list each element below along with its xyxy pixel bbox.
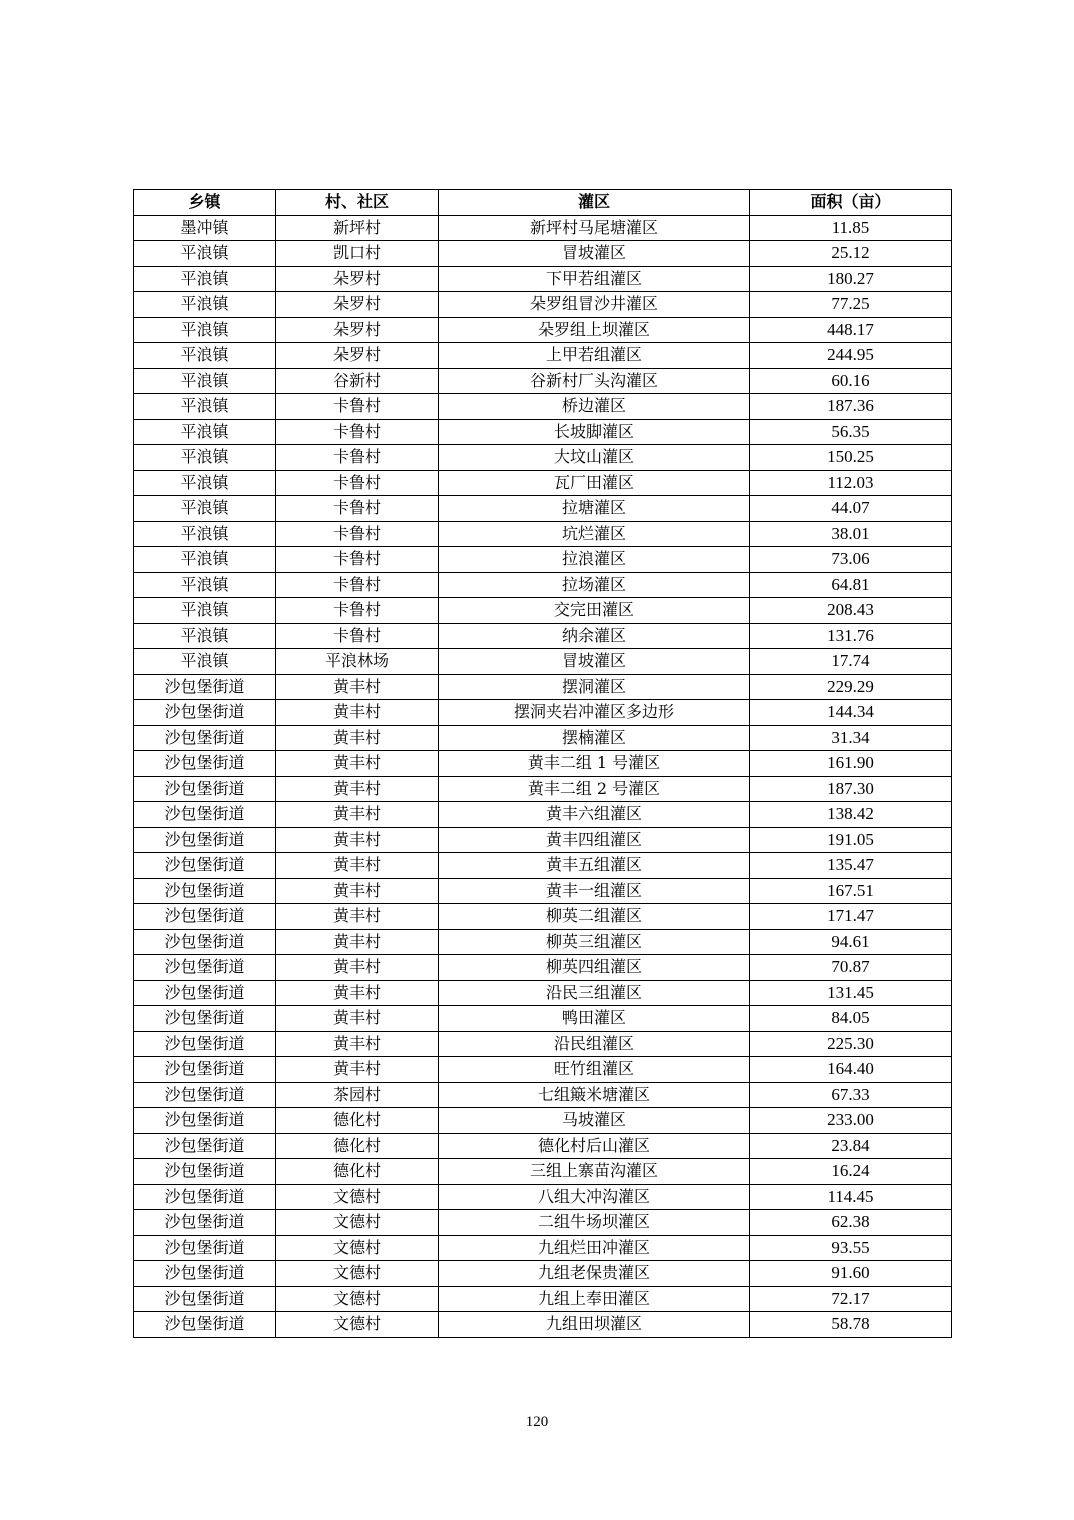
cell-irrigation-district: 交完田灌区 <box>439 598 750 624</box>
cell-area: 58.78 <box>750 1312 952 1338</box>
table-row <box>134 1286 952 1312</box>
table-row <box>134 1006 952 1032</box>
header-area: 面积（亩） <box>750 190 952 216</box>
cell-village: 黄丰村 <box>276 955 439 981</box>
irrigation-area-table <box>133 189 952 1338</box>
table-row <box>134 1210 952 1236</box>
cell-village: 朵罗村 <box>276 317 439 343</box>
cell-town: 沙包堡街道 <box>134 725 276 751</box>
cell-area: 131.76 <box>750 623 952 649</box>
cell-irrigation-district: 朵罗组上坝灌区 <box>439 317 750 343</box>
cell-village: 卡鲁村 <box>276 623 439 649</box>
cell-village: 卡鲁村 <box>276 598 439 624</box>
cell-village: 文德村 <box>276 1286 439 1312</box>
cell-town: 沙包堡街道 <box>134 1057 276 1083</box>
cell-village: 卡鲁村 <box>276 470 439 496</box>
cell-village: 文德村 <box>276 1235 439 1261</box>
cell-irrigation-district: 新坪村马尾塘灌区 <box>439 215 750 241</box>
table-row <box>134 700 952 726</box>
cell-village: 黄丰村 <box>276 751 439 777</box>
cell-area: 114.45 <box>750 1184 952 1210</box>
cell-village: 朵罗村 <box>276 292 439 318</box>
cell-irrigation-district: 七组簸米塘灌区 <box>439 1082 750 1108</box>
table-row <box>134 598 952 624</box>
cell-area: 191.05 <box>750 827 952 853</box>
cell-town: 沙包堡街道 <box>134 751 276 777</box>
header-town: 乡镇 <box>134 190 276 216</box>
cell-village: 黄丰村 <box>276 700 439 726</box>
cell-irrigation-district: 黄丰五组灌区 <box>439 853 750 879</box>
header-irrigation-district: 灌区 <box>439 190 750 216</box>
cell-irrigation-district: 黄丰一组灌区 <box>439 878 750 904</box>
cell-area: 167.51 <box>750 878 952 904</box>
table-row <box>134 649 952 675</box>
cell-irrigation-district: 拉塘灌区 <box>439 496 750 522</box>
cell-village: 黄丰村 <box>276 904 439 930</box>
cell-irrigation-district: 黄丰四组灌区 <box>439 827 750 853</box>
cell-area: 70.87 <box>750 955 952 981</box>
table-row <box>134 1184 952 1210</box>
cell-irrigation-district: 九组上奉田灌区 <box>439 1286 750 1312</box>
cell-town: 沙包堡街道 <box>134 1108 276 1134</box>
cell-town: 平浪镇 <box>134 317 276 343</box>
cell-area: 31.34 <box>750 725 952 751</box>
cell-town: 平浪镇 <box>134 368 276 394</box>
cell-village: 黄丰村 <box>276 929 439 955</box>
cell-town: 沙包堡街道 <box>134 827 276 853</box>
cell-village: 谷新村 <box>276 368 439 394</box>
cell-area: 17.74 <box>750 649 952 675</box>
cell-irrigation-district: 八组大冲沟灌区 <box>439 1184 750 1210</box>
cell-irrigation-district: 大坟山灌区 <box>439 445 750 471</box>
cell-village: 黄丰村 <box>276 853 439 879</box>
cell-irrigation-district: 黄丰二组 2 号灌区 <box>439 776 750 802</box>
cell-town: 平浪镇 <box>134 496 276 522</box>
cell-town: 平浪镇 <box>134 266 276 292</box>
cell-town: 平浪镇 <box>134 547 276 573</box>
cell-village: 德化村 <box>276 1108 439 1134</box>
cell-area: 171.47 <box>750 904 952 930</box>
cell-area: 93.55 <box>750 1235 952 1261</box>
cell-irrigation-district: 冒坡灌区 <box>439 649 750 675</box>
table-row <box>134 929 952 955</box>
cell-area: 135.47 <box>750 853 952 879</box>
cell-town: 墨冲镇 <box>134 215 276 241</box>
cell-area: 91.60 <box>750 1261 952 1287</box>
cell-town: 沙包堡街道 <box>134 1082 276 1108</box>
cell-town: 平浪镇 <box>134 343 276 369</box>
cell-irrigation-district: 朵罗组冒沙井灌区 <box>439 292 750 318</box>
cell-area: 448.17 <box>750 317 952 343</box>
cell-irrigation-district: 坑烂灌区 <box>439 521 750 547</box>
cell-town: 沙包堡街道 <box>134 1006 276 1032</box>
cell-village: 平浪林场 <box>276 649 439 675</box>
cell-village: 黄丰村 <box>276 1006 439 1032</box>
table-row <box>134 853 952 879</box>
cell-village: 黄丰村 <box>276 827 439 853</box>
header-village: 村、社区 <box>276 190 439 216</box>
cell-area: 112.03 <box>750 470 952 496</box>
cell-village: 茶园村 <box>276 1082 439 1108</box>
cell-town: 沙包堡街道 <box>134 802 276 828</box>
cell-town: 平浪镇 <box>134 649 276 675</box>
cell-irrigation-district: 摆洞灌区 <box>439 674 750 700</box>
cell-area: 77.25 <box>750 292 952 318</box>
cell-area: 187.36 <box>750 394 952 420</box>
cell-village: 文德村 <box>276 1261 439 1287</box>
cell-village: 黄丰村 <box>276 878 439 904</box>
table-row <box>134 572 952 598</box>
cell-area: 23.84 <box>750 1133 952 1159</box>
table-row <box>134 1031 952 1057</box>
cell-village: 卡鲁村 <box>276 521 439 547</box>
cell-village: 文德村 <box>276 1312 439 1338</box>
cell-town: 沙包堡街道 <box>134 700 276 726</box>
cell-irrigation-district: 鸭田灌区 <box>439 1006 750 1032</box>
cell-town: 平浪镇 <box>134 572 276 598</box>
cell-area: 56.35 <box>750 419 952 445</box>
cell-town: 沙包堡街道 <box>134 674 276 700</box>
cell-town: 平浪镇 <box>134 419 276 445</box>
cell-village: 黄丰村 <box>276 674 439 700</box>
cell-irrigation-district: 旺竹组灌区 <box>439 1057 750 1083</box>
cell-town: 沙包堡街道 <box>134 1133 276 1159</box>
table-row <box>134 368 952 394</box>
table-row <box>134 725 952 751</box>
table-row <box>134 955 952 981</box>
table-row <box>134 470 952 496</box>
cell-irrigation-district: 瓦厂田灌区 <box>439 470 750 496</box>
cell-area: 144.34 <box>750 700 952 726</box>
page-number: 120 <box>525 1414 549 1430</box>
table-row <box>134 878 952 904</box>
cell-village: 黄丰村 <box>276 1031 439 1057</box>
cell-town: 沙包堡街道 <box>134 1184 276 1210</box>
cell-irrigation-district: 九组老保贵灌区 <box>439 1261 750 1287</box>
cell-town: 平浪镇 <box>134 394 276 420</box>
table-row <box>134 674 952 700</box>
cell-village: 卡鲁村 <box>276 419 439 445</box>
cell-irrigation-district: 三组上寨苗沟灌区 <box>439 1159 750 1185</box>
table-row <box>134 623 952 649</box>
cell-town: 沙包堡街道 <box>134 1031 276 1057</box>
table-row <box>134 292 952 318</box>
cell-irrigation-district: 沿民组灌区 <box>439 1031 750 1057</box>
cell-area: 38.01 <box>750 521 952 547</box>
table-row <box>134 1108 952 1134</box>
cell-area: 131.45 <box>750 980 952 1006</box>
cell-village: 文德村 <box>276 1210 439 1236</box>
cell-village: 卡鲁村 <box>276 394 439 420</box>
cell-area: 164.40 <box>750 1057 952 1083</box>
table-row <box>134 1312 952 1338</box>
cell-area: 67.33 <box>750 1082 952 1108</box>
cell-area: 161.90 <box>750 751 952 777</box>
cell-village: 黄丰村 <box>276 776 439 802</box>
cell-town: 平浪镇 <box>134 598 276 624</box>
cell-irrigation-district: 拉浪灌区 <box>439 547 750 573</box>
cell-irrigation-district: 九组田坝灌区 <box>439 1312 750 1338</box>
table-row <box>134 827 952 853</box>
cell-area: 225.30 <box>750 1031 952 1057</box>
cell-area: 44.07 <box>750 496 952 522</box>
cell-town: 平浪镇 <box>134 623 276 649</box>
table-row <box>134 521 952 547</box>
table-row <box>134 776 952 802</box>
cell-town: 沙包堡街道 <box>134 1210 276 1236</box>
table-row <box>134 1235 952 1261</box>
table-row <box>134 266 952 292</box>
cell-irrigation-district: 摆洞夹岩冲灌区多边形 <box>439 700 750 726</box>
table-body <box>134 215 952 1337</box>
table-row <box>134 802 952 828</box>
cell-town: 沙包堡街道 <box>134 853 276 879</box>
cell-irrigation-district: 马坡灌区 <box>439 1108 750 1134</box>
cell-area: 187.30 <box>750 776 952 802</box>
cell-area: 11.85 <box>750 215 952 241</box>
table-row <box>134 904 952 930</box>
table-row <box>134 496 952 522</box>
cell-area: 62.38 <box>750 1210 952 1236</box>
table-row <box>134 751 952 777</box>
cell-irrigation-district: 冒坡灌区 <box>439 241 750 267</box>
table-row <box>134 241 952 267</box>
cell-area: 150.25 <box>750 445 952 471</box>
cell-irrigation-district: 柳英三组灌区 <box>439 929 750 955</box>
cell-area: 73.06 <box>750 547 952 573</box>
cell-village: 卡鲁村 <box>276 496 439 522</box>
cell-area: 233.00 <box>750 1108 952 1134</box>
cell-village: 文德村 <box>276 1184 439 1210</box>
cell-village: 新坪村 <box>276 215 439 241</box>
cell-irrigation-district: 柳英四组灌区 <box>439 955 750 981</box>
cell-irrigation-district: 拉场灌区 <box>439 572 750 598</box>
table-row <box>134 394 952 420</box>
cell-village: 黄丰村 <box>276 980 439 1006</box>
cell-irrigation-district: 黄丰二组 1 号灌区 <box>439 751 750 777</box>
cell-town: 沙包堡街道 <box>134 1235 276 1261</box>
cell-area: 60.16 <box>750 368 952 394</box>
cell-irrigation-district: 柳英二组灌区 <box>439 904 750 930</box>
cell-irrigation-district: 纳余灌区 <box>439 623 750 649</box>
cell-town: 平浪镇 <box>134 292 276 318</box>
cell-area: 94.61 <box>750 929 952 955</box>
table-row <box>134 1057 952 1083</box>
cell-town: 平浪镇 <box>134 521 276 547</box>
table-row <box>134 1082 952 1108</box>
table-row <box>134 1261 952 1287</box>
cell-village: 黄丰村 <box>276 1057 439 1083</box>
cell-village: 黄丰村 <box>276 725 439 751</box>
table-row <box>134 317 952 343</box>
cell-village: 黄丰村 <box>276 802 439 828</box>
cell-village: 德化村 <box>276 1159 439 1185</box>
cell-village: 朵罗村 <box>276 266 439 292</box>
cell-town: 沙包堡街道 <box>134 1312 276 1338</box>
table-row <box>134 547 952 573</box>
cell-town: 沙包堡街道 <box>134 776 276 802</box>
cell-town: 沙包堡街道 <box>134 1286 276 1312</box>
table-row <box>134 215 952 241</box>
cell-town: 沙包堡街道 <box>134 929 276 955</box>
cell-area: 84.05 <box>750 1006 952 1032</box>
cell-village: 德化村 <box>276 1133 439 1159</box>
cell-village: 朵罗村 <box>276 343 439 369</box>
cell-village: 卡鲁村 <box>276 547 439 573</box>
cell-town: 平浪镇 <box>134 445 276 471</box>
cell-irrigation-district: 摆楠灌区 <box>439 725 750 751</box>
cell-town: 沙包堡街道 <box>134 1261 276 1287</box>
table-row <box>134 1133 952 1159</box>
cell-town: 沙包堡街道 <box>134 955 276 981</box>
cell-irrigation-district: 上甲若组灌区 <box>439 343 750 369</box>
cell-irrigation-district: 下甲若组灌区 <box>439 266 750 292</box>
cell-irrigation-district: 沿民三组灌区 <box>439 980 750 1006</box>
cell-area: 64.81 <box>750 572 952 598</box>
cell-area: 208.43 <box>750 598 952 624</box>
cell-irrigation-district: 二组牛场坝灌区 <box>439 1210 750 1236</box>
cell-area: 16.24 <box>750 1159 952 1185</box>
table-row <box>134 445 952 471</box>
table-row <box>134 419 952 445</box>
cell-town: 平浪镇 <box>134 470 276 496</box>
cell-irrigation-district: 黄丰六组灌区 <box>439 802 750 828</box>
cell-town: 沙包堡街道 <box>134 980 276 1006</box>
table-row <box>134 980 952 1006</box>
cell-irrigation-district: 长坡脚灌区 <box>439 419 750 445</box>
table-row <box>134 1159 952 1185</box>
cell-area: 244.95 <box>750 343 952 369</box>
cell-irrigation-district: 德化村后山灌区 <box>439 1133 750 1159</box>
cell-irrigation-district: 谷新村厂头沟灌区 <box>439 368 750 394</box>
cell-town: 平浪镇 <box>134 241 276 267</box>
cell-area: 180.27 <box>750 266 952 292</box>
cell-village: 卡鲁村 <box>276 572 439 598</box>
cell-town: 沙包堡街道 <box>134 878 276 904</box>
cell-irrigation-district: 桥边灌区 <box>439 394 750 420</box>
cell-area: 72.17 <box>750 1286 952 1312</box>
cell-area: 25.12 <box>750 241 952 267</box>
cell-town: 沙包堡街道 <box>134 1159 276 1185</box>
cell-area: 229.29 <box>750 674 952 700</box>
cell-town: 沙包堡街道 <box>134 904 276 930</box>
cell-village: 卡鲁村 <box>276 445 439 471</box>
table-header-row <box>134 190 952 216</box>
cell-area: 138.42 <box>750 802 952 828</box>
cell-irrigation-district: 九组烂田冲灌区 <box>439 1235 750 1261</box>
cell-village: 凯口村 <box>276 241 439 267</box>
table-row <box>134 343 952 369</box>
